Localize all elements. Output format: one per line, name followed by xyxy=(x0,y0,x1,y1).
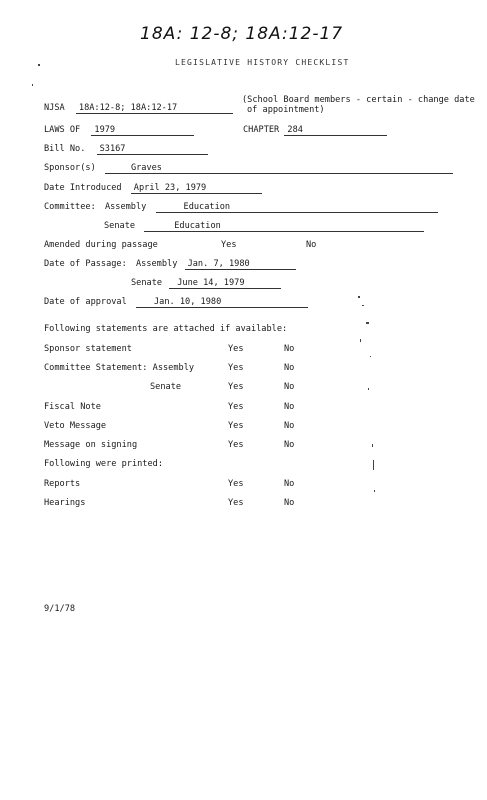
passage-senate-row xyxy=(131,278,281,289)
attached-item-yes: Yes xyxy=(228,382,244,392)
attached-item-label: Sponsor statement xyxy=(44,344,132,354)
chapter-label: CHAPTER xyxy=(243,125,280,135)
sponsor-row xyxy=(44,163,453,174)
laws-of-row xyxy=(44,125,194,136)
attached-item-label: Senate xyxy=(150,382,182,392)
amended-no: No xyxy=(306,240,317,250)
approval-row xyxy=(44,297,308,308)
passage-assembly-row xyxy=(44,259,296,270)
attached-item-yes: Yes xyxy=(228,402,244,412)
committee-senate-value: Education xyxy=(144,221,424,232)
chapter-value: 284 xyxy=(284,125,387,136)
attached-item-no: No xyxy=(284,421,295,431)
date-introduced-row xyxy=(44,183,262,194)
date-introduced-value: April 23, 1979 xyxy=(131,183,262,194)
date-introduced-label: Date Introduced xyxy=(44,183,122,193)
printed-item-label: Hearings xyxy=(44,498,86,508)
attached-item-yes: Yes xyxy=(228,363,244,373)
committee-senate-label: Senate xyxy=(104,221,136,231)
scan-speck xyxy=(372,444,373,447)
sponsor-label: Sponsor(s) xyxy=(44,163,96,173)
printed-header: Following were printed: xyxy=(44,459,163,469)
printed-item-yes: Yes xyxy=(228,498,244,508)
attached-item-label: Fiscal Note xyxy=(44,402,101,412)
handwritten-citation: 18A: 12-8; 18A:12-17 xyxy=(140,24,344,44)
approval-label: Date of approval xyxy=(44,297,127,307)
scan-speck xyxy=(360,339,361,342)
bill-no-row xyxy=(44,144,208,155)
passage-senate-label: Senate xyxy=(131,278,163,288)
passage-assembly-value: Jan. 7, 1980 xyxy=(185,259,296,270)
footer-code: 9/1/78 xyxy=(44,604,76,614)
committee-senate-row xyxy=(104,221,424,232)
passage-senate-value: June 14, 1979 xyxy=(169,278,281,289)
approval-value: Jan. 10, 1980 xyxy=(136,297,308,308)
printed-item-no: No xyxy=(284,498,295,508)
bill-no-value: S3167 xyxy=(97,144,208,155)
njsa-row xyxy=(44,103,233,114)
committee-assembly-label: Assembly xyxy=(104,202,147,212)
committee-assembly-value: Education xyxy=(156,202,438,213)
printed-item-yes: Yes xyxy=(228,479,244,489)
attached-item-label: Veto Message xyxy=(44,421,107,431)
scan-speck xyxy=(38,64,40,66)
scan-speck xyxy=(362,305,364,306)
attached-item-label: Committee Statement: Assembly xyxy=(44,363,195,373)
njsa-value: 18A:12-8; 18A:12-17 xyxy=(76,103,233,114)
njsa-label: NJSA xyxy=(44,103,65,113)
amended-label: Amended during passage xyxy=(44,240,158,250)
scan-speck xyxy=(373,460,374,470)
amended-yes: Yes xyxy=(221,240,237,250)
committee-assembly-row xyxy=(44,202,438,213)
njsa-note-line1: (School Board members - certain - change date xyxy=(242,95,475,105)
bill-no-label: Bill No. xyxy=(44,144,86,154)
sponsor-value: Graves xyxy=(105,163,453,174)
passage-assembly-label: Assembly xyxy=(135,259,178,269)
attached-item-no: No xyxy=(284,440,295,450)
printed-item-no: No xyxy=(284,479,295,489)
committee-label: Committee: xyxy=(44,202,96,212)
laws-of-value: 1979 xyxy=(91,125,194,136)
attached-item-no: No xyxy=(284,344,295,354)
printed-item-label: Reports xyxy=(44,479,81,489)
attached-header: Following statements are attached if available: xyxy=(44,324,288,334)
scan-speck xyxy=(366,322,369,324)
attached-item-no: No xyxy=(284,382,295,392)
chapter-row xyxy=(243,125,387,136)
attached-item-no: No xyxy=(284,363,295,373)
njsa-note-line2: of appointment) xyxy=(247,105,325,115)
attached-item-no: No xyxy=(284,402,295,412)
scan-speck xyxy=(368,388,369,390)
passage-label: Date of Passage: xyxy=(44,259,127,269)
scan-speck xyxy=(32,84,33,86)
scan-speck xyxy=(370,356,371,357)
laws-of-label: LAWS OF xyxy=(44,125,81,135)
attached-item-yes: Yes xyxy=(228,421,244,431)
page-title: LEGISLATIVE HISTORY CHECKLIST xyxy=(175,58,350,67)
attached-item-yes: Yes xyxy=(228,440,244,450)
attached-item-yes: Yes xyxy=(228,344,244,354)
attached-item-label: Message on signing xyxy=(44,440,138,450)
scan-speck xyxy=(374,490,375,492)
scan-speck xyxy=(358,296,360,298)
